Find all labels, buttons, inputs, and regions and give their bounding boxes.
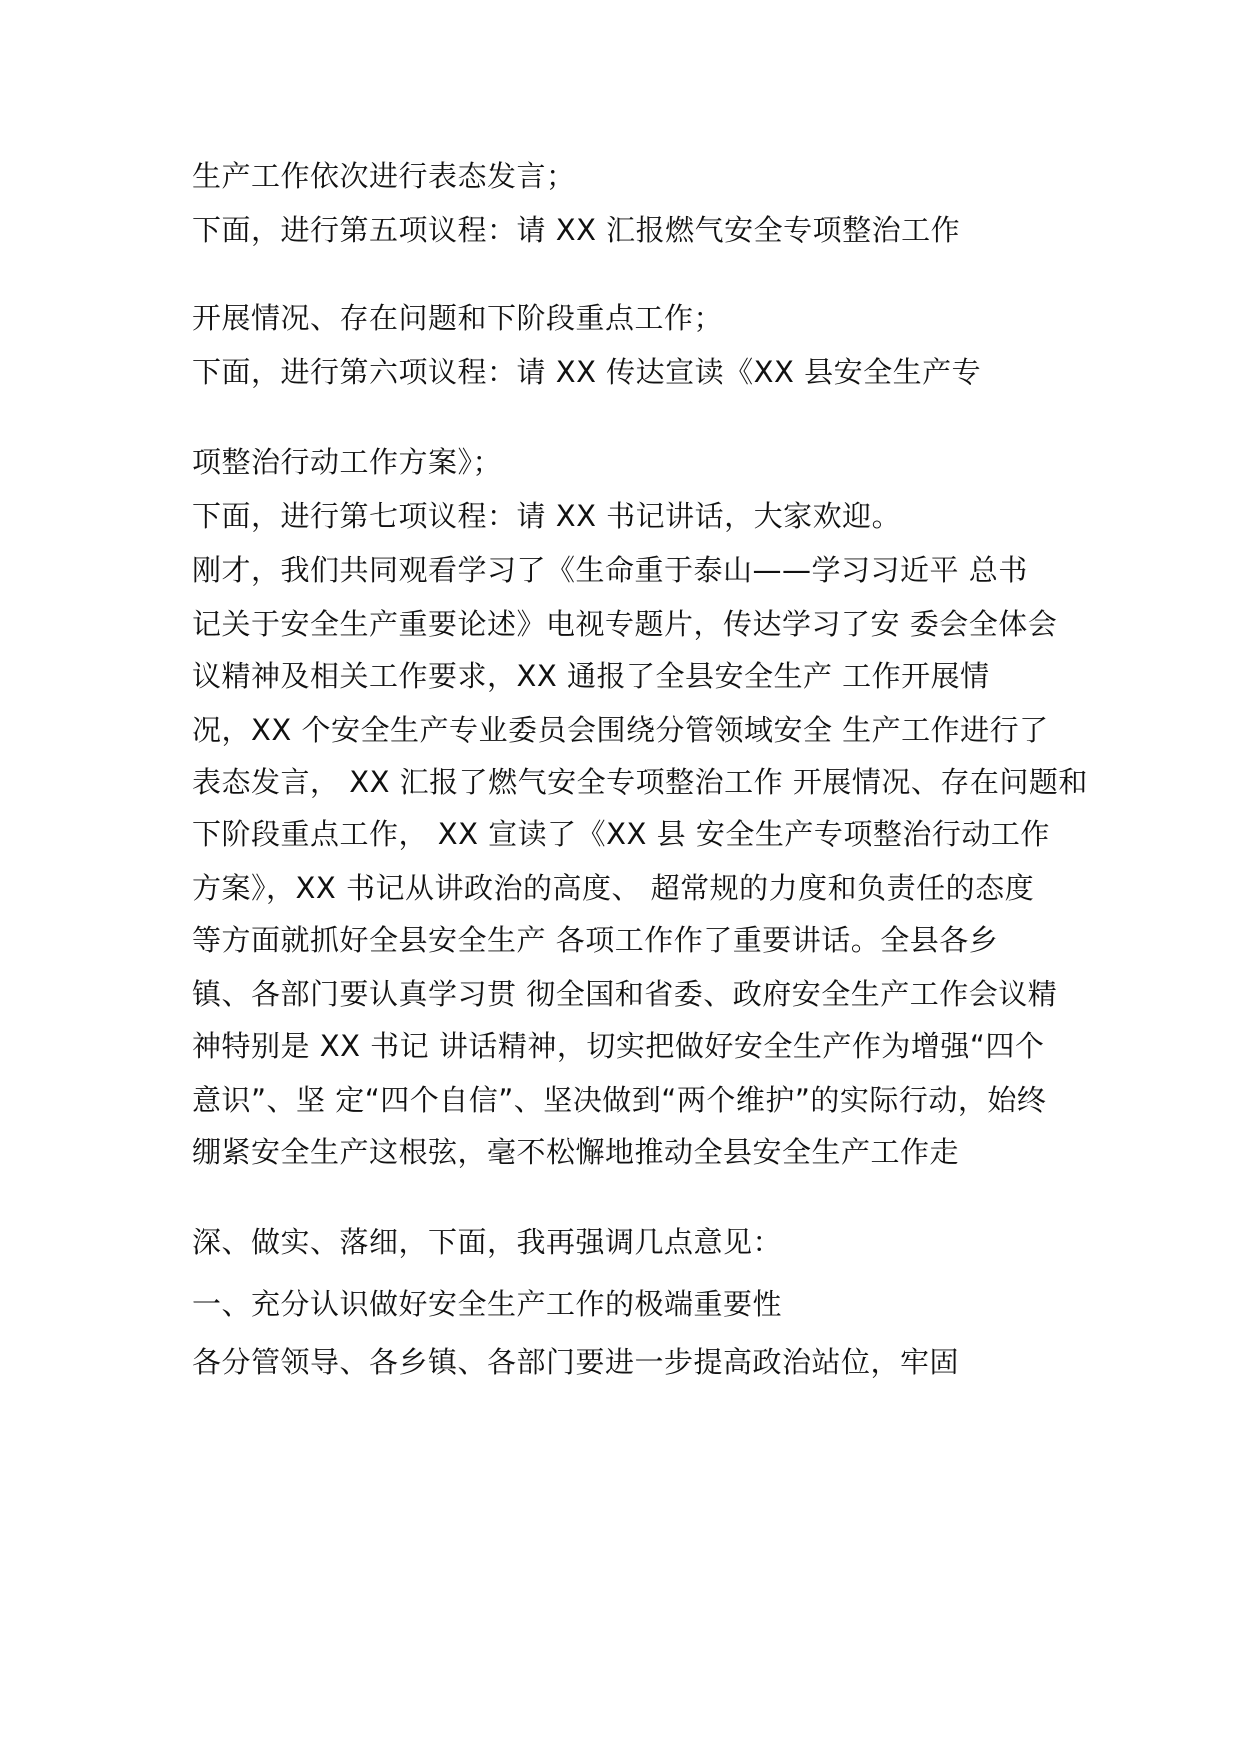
text-line: 深、做实、落细，下面，我再强调几点意见： <box>192 1225 783 1259</box>
text-line: 下面，进行第五项议程：请 XX 汇报燃气安全专项整治工作 <box>192 213 961 247</box>
text-line: 意识”、坚 定“四个自信”、坚决做到“两个维护”的实际行动，始终 <box>192 1083 1047 1117</box>
text-line: 生产工作依次进行表态发言； <box>192 159 576 193</box>
text-line: 方案》，XX 书记从讲政治的高度、 超常规的力度和负责任的态度 <box>192 871 1035 905</box>
text-line: 等方面就抓好全县安全生产 各项工作作了重要讲话。全县各乡 <box>192 923 999 957</box>
text-line: 况，XX 个安全生产专业委员会围绕分管领域安全 生产工作进行了 <box>192 713 1049 747</box>
text-line: 绷紧安全生产这根弦，毫不松懈地推动全县安全生产工作走 <box>192 1135 960 1169</box>
text-line: 下面，进行第七项议程：请 XX 书记讲话，大家欢迎。 <box>192 499 902 533</box>
text-line: 项整治行动工作方案》； <box>192 445 503 479</box>
text-line: 神特别是 XX 书记 讲话精神，切实把做好安全生产作为增强“四个 <box>192 1029 1045 1063</box>
text-line: 下面，进行第六项议程：请 XX 传达宣读《XX 县安全生产专 <box>192 355 982 389</box>
text-line: 记关于安全生产重要论述》电视专题片，传达学习了安 委会全体会 <box>192 607 1058 641</box>
text-line: 下阶段重点工作， XX 宣读了《XX 县 安全生产专项整治行动工作 <box>192 817 1050 851</box>
text-line: 开展情况、存在问题和下阶段重点工作； <box>192 301 724 335</box>
section-heading: 一、充分认识做好安全生产工作的极端重要性 <box>192 1287 783 1321</box>
text-line: 镇、各部门要认真学习贯 彻全国和省委、政府安全生产工作会议精 <box>192 977 1058 1011</box>
text-line: 刚才，我们共同观看学习了《生命重于泰山——学习习近平 总书 <box>192 553 1028 587</box>
text-line: 议精神及相关工作要求，XX 通报了全县安全生产 工作开展情 <box>192 659 990 693</box>
text-line: 各分管领导、各乡镇、各部门要进一步提高政治站位，牢固 <box>192 1345 960 1379</box>
text-line: 表态发言， XX 汇报了燃气安全专项整治工作 开展情况、存在问题和 <box>192 765 1088 799</box>
